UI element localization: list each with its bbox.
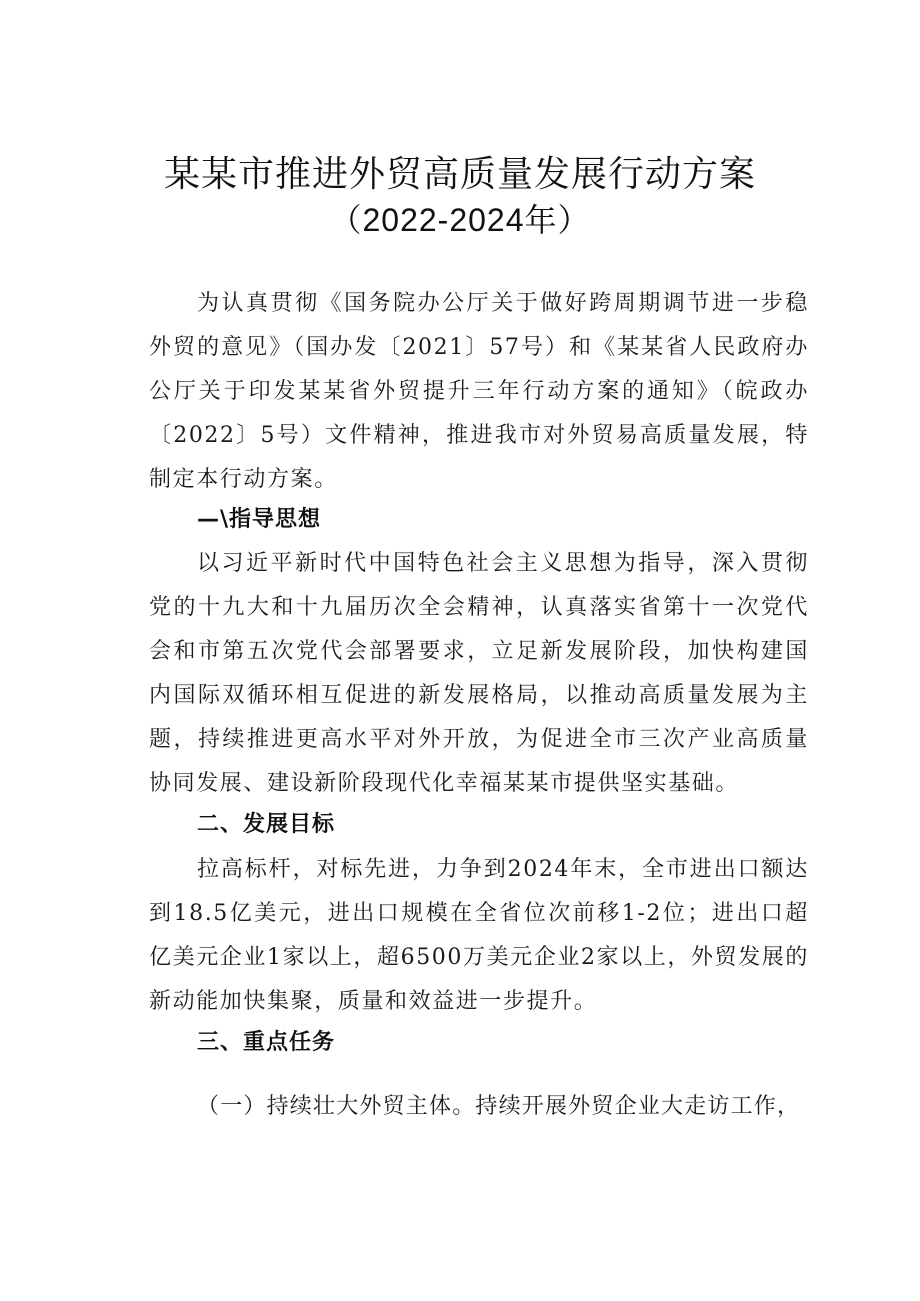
intro-paragraph: 为认真贯彻《国务院办公厅关于做好跨周期调节进一步稳外贸的意见》（国办发〔2021〕57号）和《某某省人民政府办公厅关于印发某某省外贸提升三年行动方案的通知》（皖政办〔2022〕5号）文件精神，推进我市对外贸易高质量发展，特制定本行动方案。: [149, 291, 809, 492]
section-heading-key-tasks: 三、重点任务: [197, 1030, 336, 1055]
document-title: 某某市推进外贸高质量发展行动方案: [163, 154, 756, 195]
section-body-key-tasks: （一）持续壮大外贸主体。持续开展外贸企业大走访工作，: [197, 1094, 801, 1119]
section-heading-development-goals: 二、发展目标: [197, 812, 336, 837]
section-body-guiding-ideology: 以习近平新时代中国特色社会主义思想为指导，深入贯彻党的十九大和十九届历次全会精神，认真落实省第十一次党代会和市第五次党代会部署要求，立足新发展阶段，加快构建国内国际双循环相互促进的新发展格局，以推动高质量发展为主题，持续推进更高水平对外开放，为促进全市三次产业高质量协同发展、建设新阶段现代化幸福某某市提供坚实基础。: [149, 551, 809, 796]
section-body-development-goals: 拉高标杆，对标先进，力争到2024年末，全市进出口额达到18.5亿美元，进出口规模在全省位次前移1-2位；进出口超亿美元企业1家以上，超6500万美元企业2家以上，外贸发展的新动能加快集聚，质量和效益进一步提升。: [149, 857, 809, 1014]
section-heading-guiding-ideology: —\指导思想: [197, 507, 322, 532]
document-subtitle-years: （2022-2024年）: [329, 202, 591, 238]
